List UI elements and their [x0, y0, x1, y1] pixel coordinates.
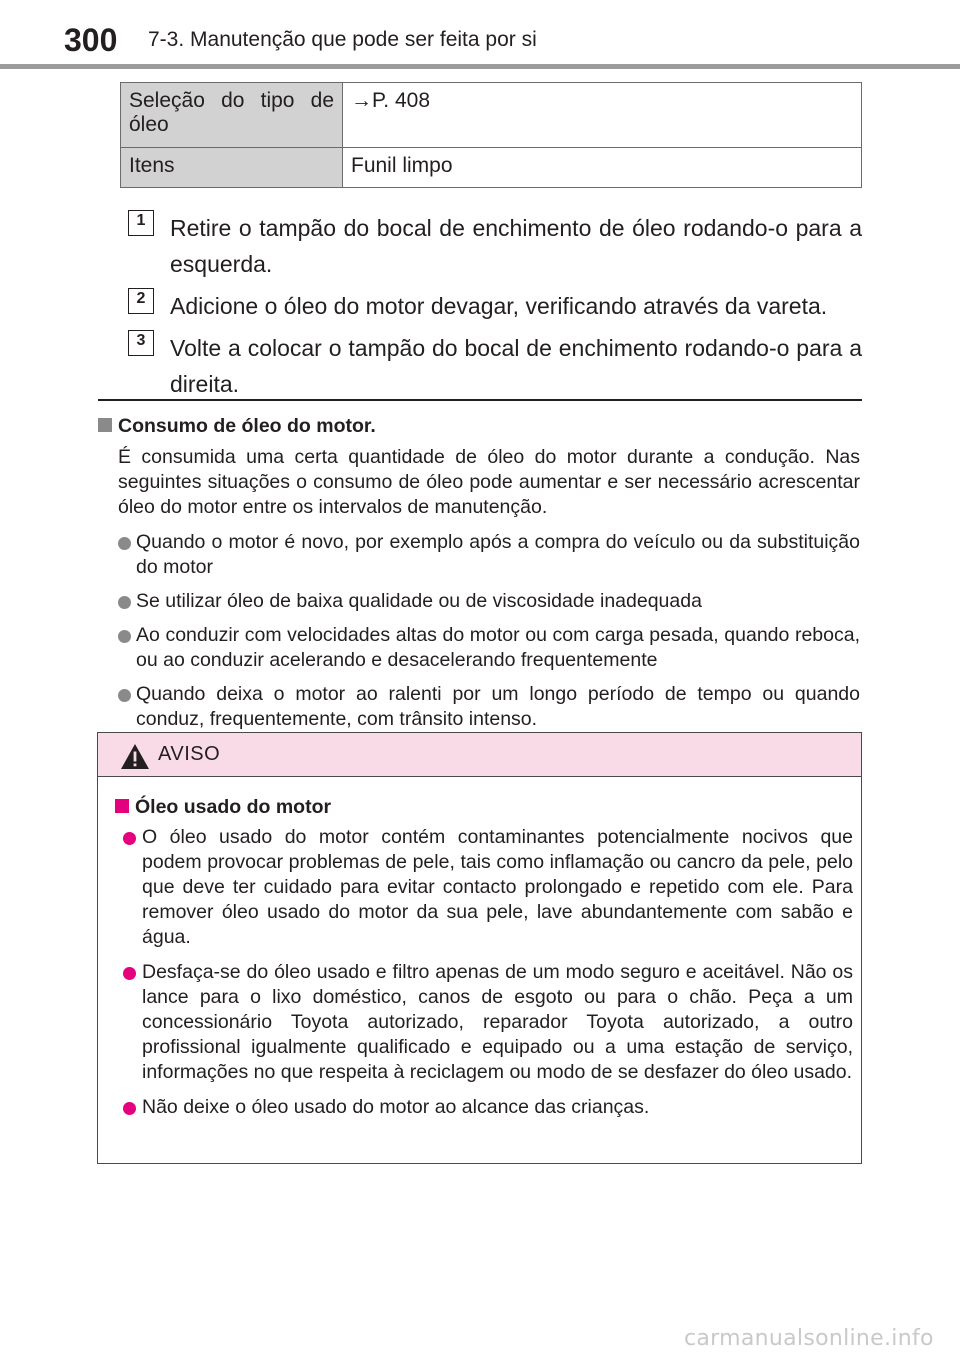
- step-item: [128, 330, 862, 402]
- bullet-dot-icon: [123, 967, 136, 980]
- section-title: 7-3. Manutenção que pode ser feita por si: [148, 28, 537, 51]
- footer-watermark: carmanualsonline.info: [684, 1326, 934, 1351]
- list-item: [98, 960, 861, 1085]
- page-header: [0, 0, 960, 70]
- warning-title: AVISO: [158, 743, 221, 765]
- list-item: [98, 682, 860, 732]
- list-item-text: Se utilizar óleo de baixa qualidade ou de viscosidade inadequada: [136, 590, 702, 612]
- page-number: 300: [64, 22, 118, 58]
- bullet-dot-icon: [118, 537, 131, 550]
- step-text: Volte a colocar o tampão do bocal de enchimento rodando-o para a direita.: [170, 335, 862, 397]
- table-cell-value: →P. 408: [343, 83, 862, 148]
- step-item: [128, 210, 862, 282]
- oil-type-label: Seleção do tipo de óleo: [129, 89, 334, 136]
- table-row: [121, 83, 862, 148]
- warning-triangle-icon: [120, 743, 150, 770]
- step-text: Adicione o óleo do motor devagar, verificando através da vareta.: [170, 293, 828, 319]
- step-text: Retire o tampão do bocal de enchimento de óleo rodando-o para a esquerda.: [170, 215, 862, 277]
- spec-table: [120, 82, 862, 188]
- table-cell-label: Itens: [121, 148, 343, 188]
- list-item-text: Não deixe o óleo usado do motor ao alcance das crianças.: [142, 1096, 650, 1118]
- list-item: [98, 530, 860, 580]
- warning-box: [97, 732, 862, 1164]
- bullet-dot-icon: [123, 1102, 136, 1115]
- table-cell-value: Funil limpo: [343, 148, 862, 188]
- section-divider: [98, 399, 862, 401]
- warning-heading: [98, 795, 861, 820]
- step-number-badge: 3: [128, 330, 154, 356]
- list-item-text: Quando o motor é novo, por exemplo após a compra do veículo ou da substituição do motor: [136, 531, 860, 578]
- bullet-dot-icon: [118, 630, 131, 643]
- bullet-dot-icon: [118, 596, 131, 609]
- warning-body: [98, 795, 861, 1130]
- list-item-text: Ao conduzir com velocidades altas do motor ou com carga pesada, quando reboca, ou ao conduzir acelerando e desacelerando frequentemente: [136, 624, 860, 671]
- warning-heading-text: Óleo usado do motor: [135, 796, 332, 818]
- step-number-badge: 1: [128, 210, 154, 236]
- list-item-text: O óleo usado do motor contém contaminantes potencialmente nocivos que podem provocar problemas de pele, tais como inflamação ou cancro da pele, pelo que deve ter cuidado para evitar contacto prolongado e repetido com ele. Para remover óleo usado do motor da sua pele, lave abundantemente com sabão e água.: [142, 826, 853, 948]
- table-cell-label: [121, 83, 343, 148]
- list-item: [98, 589, 860, 614]
- step-item: [128, 288, 862, 324]
- oil-consumption-section: [98, 414, 860, 741]
- list-item: [98, 825, 861, 950]
- step-number-badge: 2: [128, 288, 154, 314]
- square-bullet-icon: [98, 418, 112, 432]
- warning-header: [98, 733, 861, 777]
- step-list: [128, 210, 862, 408]
- bullet-dot-icon: [123, 832, 136, 845]
- list-item-text: Quando deixa o motor ao ralenti por um longo período de tempo ou quando conduz, frequentemente, com trânsito intenso.: [136, 683, 860, 730]
- section-heading: [98, 414, 860, 439]
- table-row: [121, 148, 862, 188]
- list-item: [98, 1095, 861, 1120]
- header-divider: [0, 64, 960, 69]
- bullet-dot-icon: [118, 689, 131, 702]
- heading-text: Consumo de óleo do motor.: [118, 415, 376, 437]
- list-item-text: Desfaça-se do óleo usado e filtro apenas de um modo seguro e aceitável. Não os lance para o lixo doméstico, canos de esgoto ou para o chão. Peça a um concessionário Toyota autorizado, reparador Toyota autorizado, a outro profissional igualmente qualificado e equipado ou a uma estação de serviço, informações no que respeita à reciclagem ou modo de se desfazer do óleo usado.: [142, 961, 853, 1083]
- square-bullet-icon: [115, 799, 129, 813]
- list-item: [98, 623, 860, 673]
- intro-paragraph: É consumida uma certa quantidade de óleo do motor durante a condução. Nas seguintes situações o consumo de óleo pode aumentar e ser necessário acrescentar óleo do motor entre os intervalos de manutenção.: [118, 446, 860, 518]
